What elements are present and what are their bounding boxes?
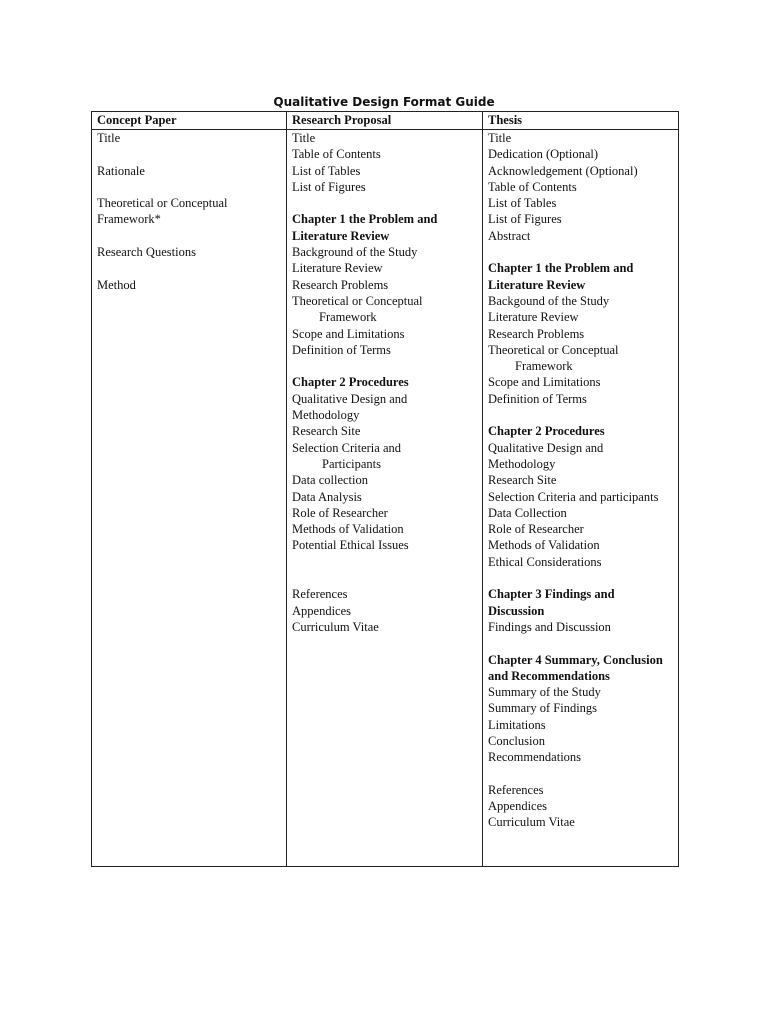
list-item: Selection Criteria and — [292, 440, 401, 455]
spacer — [488, 244, 673, 260]
research-proposal-column — [287, 130, 483, 867]
table-header-row — [92, 112, 679, 130]
list-item: References — [292, 587, 348, 602]
list-item: Scope and Limitations — [292, 326, 405, 341]
list-item: Curriculum Vitae — [488, 815, 575, 830]
list-item: Title — [292, 131, 316, 145]
spacer — [97, 179, 281, 195]
section-heading: Chapter 3 Findings and Discussion — [488, 587, 615, 618]
list-item: Title — [488, 131, 512, 145]
list-item: Research Problems — [292, 277, 389, 292]
page-title: Qualitative Design Format Guide — [273, 95, 495, 109]
list-item: Limitations — [488, 717, 546, 732]
section-heading: Chapter 2 Procedures — [292, 375, 409, 390]
list-item: Definition of Terms — [488, 391, 587, 406]
list-item: Framework — [319, 310, 377, 325]
list-item: Research Site — [292, 424, 361, 439]
list-item: List of Tables — [292, 163, 361, 178]
concept-paper-column — [92, 130, 287, 867]
spacer — [292, 195, 477, 211]
header-research-proposal: Research Proposal — [287, 112, 483, 130]
format-guide-table — [91, 111, 679, 867]
list-item: Background of the Study — [292, 245, 418, 260]
list-item: Table of Contents — [292, 147, 381, 162]
list-item: Definition of Terms — [292, 342, 391, 357]
list-item: Table of Contents — [488, 179, 577, 194]
list-item: Theoretical or Conceptual — [97, 196, 228, 211]
spacer — [488, 570, 673, 586]
list-item: Scope and Limitations — [488, 375, 601, 390]
list-item: List of Figures — [292, 179, 366, 194]
list-item: Literature Review — [488, 310, 579, 325]
list-item: Research Problems — [488, 326, 585, 341]
list-item: Role of Researcher — [488, 522, 584, 537]
spacer — [488, 766, 673, 782]
section-heading: Chapter 1 the Problem and Literature Review — [488, 261, 634, 292]
thesis-column — [483, 130, 679, 867]
list-item: Participants — [322, 456, 382, 471]
list-item: Role of Researcher — [292, 505, 388, 520]
section-heading: Chapter 2 Procedures — [488, 424, 605, 439]
header-thesis: Thesis — [483, 112, 679, 130]
spacer — [97, 146, 281, 162]
list-item: Methods of Validation — [488, 538, 600, 553]
list-item: Methods of Validation — [292, 522, 404, 537]
list-item: Backgound of the Study — [488, 293, 610, 308]
list-item: Framework — [515, 359, 573, 374]
spacer — [292, 570, 477, 586]
list-item: Selection Criteria and participants — [488, 489, 659, 504]
list-item: Abstract — [488, 228, 531, 243]
spacer — [97, 260, 281, 276]
section-heading: Chapter 1 the Problem and Literature Review — [292, 212, 438, 243]
list-item: Data Collection — [488, 505, 567, 520]
list-item: Acknowledgement (Optional) — [488, 163, 638, 178]
list-item: List of Tables — [488, 196, 557, 211]
list-item: Framework* — [97, 212, 161, 227]
list-item: Dedication (Optional) — [488, 147, 599, 162]
list-item: Appendices — [488, 799, 548, 814]
list-item: Rationale — [97, 163, 145, 178]
list-item: Qualitative Design and Methodology — [488, 440, 604, 471]
list-item: Recommendations — [488, 750, 582, 765]
list-item: References — [488, 782, 544, 797]
section-heading: Chapter 4 Summary, Conclusion and Recommendations — [488, 652, 663, 683]
header-concept-paper: Concept Paper — [92, 112, 287, 130]
list-item: Summary of Findings — [488, 701, 598, 716]
list-item: Theoretical or Conceptual — [488, 342, 619, 357]
list-item: Appendices — [292, 603, 352, 618]
list-item: Summary of the Study — [488, 685, 601, 700]
list-item: Findings and Discussion — [488, 619, 611, 634]
list-item: Literature Review — [292, 261, 383, 276]
spacer — [488, 635, 673, 651]
list-item: Curriculum Vitae — [292, 619, 379, 634]
list-item: Ethical Considerations — [488, 554, 602, 569]
table-body-row — [92, 130, 679, 867]
spacer — [97, 228, 281, 244]
list-item: Research Questions — [97, 245, 196, 260]
list-item: Data Analysis — [292, 489, 362, 504]
spacer — [292, 358, 477, 374]
list-item: Theoretical or Conceptual — [292, 293, 423, 308]
spacer — [488, 407, 673, 423]
list-item: Research Site — [488, 473, 557, 488]
list-item: Conclusion — [488, 733, 545, 748]
list-item: Method — [97, 277, 136, 292]
list-item: Data collection — [292, 473, 369, 488]
list-item: Qualitative Design and Methodology — [292, 391, 408, 423]
list-item: Potential Ethical Issues — [292, 538, 409, 553]
list-item: Title — [97, 131, 121, 145]
list-item: List of Figures — [488, 212, 562, 227]
spacer — [292, 554, 477, 570]
